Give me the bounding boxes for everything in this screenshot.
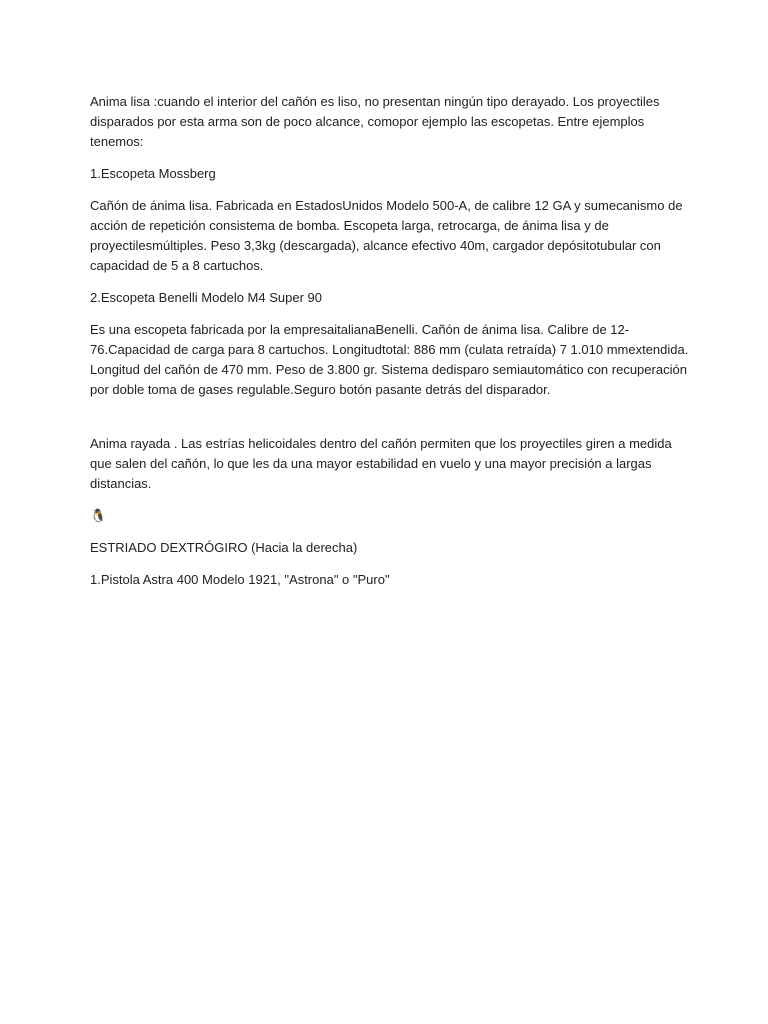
heading-escopeta-benelli: 2.Escopeta Benelli Modelo M4 Super 90	[90, 290, 322, 305]
heading-pistola-astra: 1.Pistola Astra 400 Modelo 1921, "Astrona" o "Puro"	[90, 572, 390, 587]
blank-line	[90, 412, 690, 434]
paragraph-mossberg-description: Cañón de ánima lisa. Fabricada en EstadosUnidos Modelo 500-A, de calibre 12 GA y sumecanismo de acción de repetición consistema de bomba. Escopeta larga, retrocarga, de ánima lisa y de proyectilesmúltiples. Peso 3,3kg (descargada), alcance efectivo 40m, cargador depósitotubular con capacidad de 5 a 8 cartuchos.	[90, 198, 683, 273]
heading-escopeta-mossberg: 1.Escopeta Mossberg	[90, 166, 216, 181]
heading-estriado-dextrogiro: ESTRIADO DEXTRÓGIRO (Hacia la derecha)	[90, 540, 358, 555]
paragraph-anima-lisa: Anima lisa :cuando el interior del cañón es liso, no presentan ningún tipo derayado. Los proyectiles disparados por esta arma son de poco alcance, comopor ejemplo las escopetas. Entre ejemplos tenemos:	[90, 94, 660, 149]
paragraph-benelli-description: Es una escopeta fabricada por la empresaitalianaBenelli. Cañón de ánima lisa. Calibre de 12-76.Capacidad de carga para 8 cartuchos. Longitudtotal: 886 mm (culata retraída) 7 1.010 mmextendida. Longitud del cañón de 470 mm. Peso de 3.800 gr. Sistema dedisparo semiautomático con recuperación por doble toma de gases regulable.Seguro botón pasante detrás del disparador.	[90, 322, 689, 397]
paragraph-anima-rayada: Anima rayada . Las estrías helicoidales dentro del cañón permiten que los proyectiles giren a medida que salen del cañón, lo que les da una mayor estabilidad en vuelo y una mayor precisión a largas distancias.	[90, 436, 672, 491]
document-page	[90, 92, 690, 602]
penguin-icon: 🐧	[90, 508, 107, 523]
